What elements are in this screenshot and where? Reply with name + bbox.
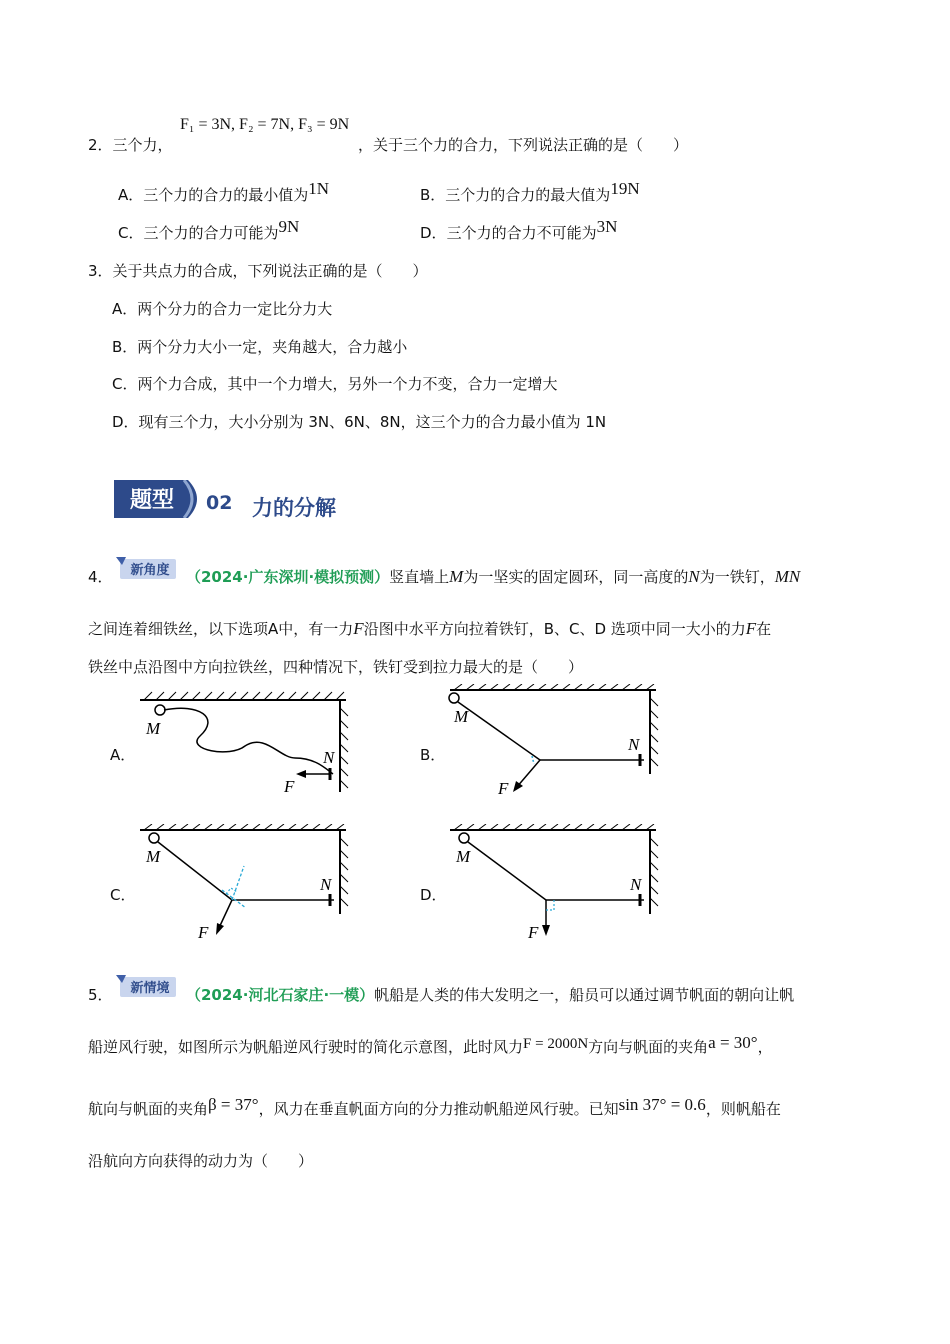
figure-a	[130, 688, 360, 798]
q5-number: 5．	[88, 986, 113, 1004]
q2-suffix: ，关于三个力的合力，下列说法正确的是（ ）	[358, 136, 689, 154]
svg-text:N: N	[323, 748, 335, 767]
q4-line2: 之间连着细铁丝，以下选项A中，有一力F沿图中水平方向拉着铁钉，B、C、D 选项中同一大小的力F在	[88, 619, 772, 638]
q3-option-d[interactable]: D．现有三个力，大小分别为 3N、6N、8N，这三个力的合力最小值为 1N	[112, 413, 607, 431]
new-angle-tag	[116, 557, 176, 579]
q2-option-c[interactable]: C．三个力的合力可能为9N	[118, 217, 300, 242]
q2-formula: F₁ = 3N, F₂ = 7N, F₃ = 9N	[180, 116, 350, 133]
section-title: 力的分解	[252, 496, 336, 520]
q5-line2: 船逆风行驶，如图所示为帆船逆风行驶时的简化示意图，此时风力F = 2000N方向与帆面的夹角a = 30°，	[88, 1033, 773, 1056]
q5-line3: 航向与帆面的夹角β = 37°，风力在垂直帆面方向的分力推动帆船逆风行驶。已知sin 37° = 0.6，则帆船在	[88, 1095, 781, 1118]
q2-number: 2．	[88, 136, 113, 154]
svg-text:M: M	[146, 719, 161, 738]
svg-text:F: F	[284, 777, 295, 796]
figure-b-label[interactable]: B．	[420, 746, 446, 764]
svg-text:N: N	[628, 735, 640, 754]
figure-b	[440, 684, 670, 800]
svg-text:新角度: 新角度	[130, 563, 170, 578]
svg-text:F: F	[528, 923, 539, 942]
q4-number: 4．	[88, 568, 113, 586]
q2-option-d[interactable]: D．三个力的合力不可能为3N	[420, 217, 618, 242]
svg-text:M: M	[454, 707, 469, 726]
section-badge-text: 题型	[129, 488, 175, 513]
q5-line1: （2024·河北石家庄·一模）帆船是人类的伟大发明之一，船员可以通过调节帆面的朝向让帆	[186, 986, 795, 1004]
q5-line4: 沿航向方向获得的动力为（ ）	[88, 1152, 314, 1170]
q2-option-a[interactable]: A．三个力的合力的最小值为1N	[118, 179, 330, 204]
section-number: 02	[206, 492, 233, 514]
section-badge	[114, 480, 206, 518]
svg-text:M: M	[146, 847, 161, 866]
q2-prefix: 三个力，	[112, 136, 173, 154]
q5-source: （2024·河北石家庄·一模）	[186, 986, 375, 1004]
figure-c	[130, 824, 360, 942]
figure-a-label[interactable]: A．	[110, 746, 136, 764]
q3-option-c[interactable]: C．两个力合成，其中一个力增大，另外一个力不变，合力一定增大	[112, 375, 558, 393]
new-context-tag	[116, 975, 176, 997]
svg-text:N: N	[320, 875, 332, 894]
q2-option-b[interactable]: B．三个力的合力的最大值为19N	[420, 179, 640, 204]
q2-stem	[88, 134, 173, 155]
svg-text:F: F	[198, 923, 209, 942]
svg-text:新情境: 新情境	[130, 981, 170, 996]
q3-option-a[interactable]: A．两个分力的合力一定比分力大	[112, 300, 333, 318]
q3-stem: 3．关于共点力的合成，下列说法正确的是（ ）	[88, 262, 428, 280]
figure-d-label[interactable]: D．	[420, 886, 447, 904]
figure-c-label[interactable]: C．	[110, 886, 136, 904]
q4-line3: 铁丝中点沿图中方向拉铁丝，四种情况下，铁钉受到拉力最大的是（ ）	[88, 658, 584, 676]
q4-source: （2024·广东深圳·模拟预测）	[186, 568, 390, 586]
q4-line1: （2024·广东深圳·模拟预测）竖直墙上M为一坚实的固定圆环，同一高度的N为一铁钉，MN	[186, 567, 801, 586]
q3-option-b[interactable]: B．两个分力大小一定，夹角越大，合力越小	[112, 338, 408, 356]
svg-text:N: N	[630, 875, 642, 894]
svg-text:M: M	[456, 847, 471, 866]
svg-text:F: F	[498, 779, 509, 798]
figure-d	[440, 824, 670, 942]
